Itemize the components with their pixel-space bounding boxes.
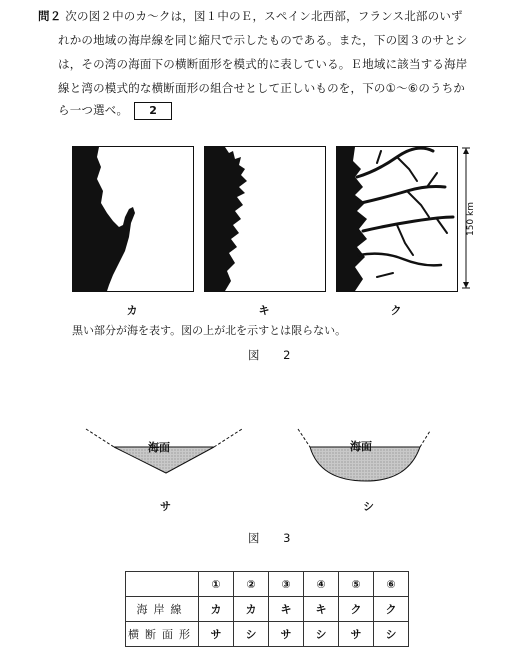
choice-5[interactable]: ⑤ (339, 572, 374, 597)
choice-3[interactable]: ③ (269, 572, 304, 597)
table-cell: カ (199, 597, 234, 622)
scale-label-wrap (464, 200, 484, 240)
figure2-note: 黒い部分が海を表す。図の上が北を示すとは限らない。 (72, 324, 347, 337)
choice-4[interactable]: ④ (304, 572, 339, 597)
question-line-5 (58, 100, 172, 120)
map-ki (204, 146, 326, 292)
sea-surface-label-shi: 海面 (350, 440, 372, 453)
table-cell: カ (234, 597, 269, 622)
choice-table (125, 571, 409, 647)
table-cell: シ (234, 622, 269, 647)
question-line-3: は，その湾の海面下の横断面形を模式的に表している。Ｅ地域に該当する海岸 (58, 57, 468, 71)
map-label-ku: ク (390, 304, 402, 317)
question-text-1: 次の図２中のカ～クは，図１中のＥ，スペイン北西部，フランス北部のいず (65, 9, 463, 23)
question-number: 問２ (38, 9, 62, 23)
table-cell: シ (374, 622, 409, 647)
question-text-5: ら一つ選べ。 (58, 103, 129, 117)
table-cell: サ (199, 622, 234, 647)
row-label-coastline: 海岸線 (126, 597, 199, 622)
sea-surface-label-sa: 海面 (148, 441, 170, 454)
map-ku (336, 146, 458, 292)
table-row-cross-section (126, 622, 409, 647)
choice-2[interactable]: ② (234, 572, 269, 597)
map-label-ki: キ (258, 304, 270, 317)
answer-box[interactable]: 2 (134, 102, 172, 120)
table-row-coastline (126, 597, 409, 622)
map-ka (72, 146, 194, 292)
table-cell: サ (269, 622, 304, 647)
map-label-ka: カ (126, 304, 138, 317)
table-cell: キ (304, 597, 339, 622)
scale-label: 150 km (466, 201, 477, 237)
question-line-2: れかの地域の海岸線を同じ縮尺で示したものである。また，下の図３のサとシ (58, 33, 468, 47)
choice-6[interactable]: ⑥ (374, 572, 409, 597)
cross-section-sa (84, 425, 244, 485)
table-cell: サ (339, 622, 374, 647)
table-cell: キ (269, 597, 304, 622)
table-cell: ク (374, 597, 409, 622)
figure2-caption: 図 2 (248, 348, 301, 362)
question-line-4: 線と湾の模式的な横断面形の組合せとして正しいものを，下の①～⑥のうちか (58, 81, 466, 95)
row-label-cross-section: 横断面形 (126, 622, 199, 647)
table-corner (126, 572, 199, 597)
cross-section-shi (296, 425, 456, 485)
question-line-1 (38, 6, 463, 26)
table-cell: ク (339, 597, 374, 622)
figure3-caption: 図 3 (248, 531, 301, 545)
table-cell: シ (304, 622, 339, 647)
choice-1[interactable]: ① (199, 572, 234, 597)
cross-label-shi: シ (363, 500, 374, 513)
table-header-row (126, 572, 409, 597)
cross-label-sa: サ (160, 500, 171, 513)
